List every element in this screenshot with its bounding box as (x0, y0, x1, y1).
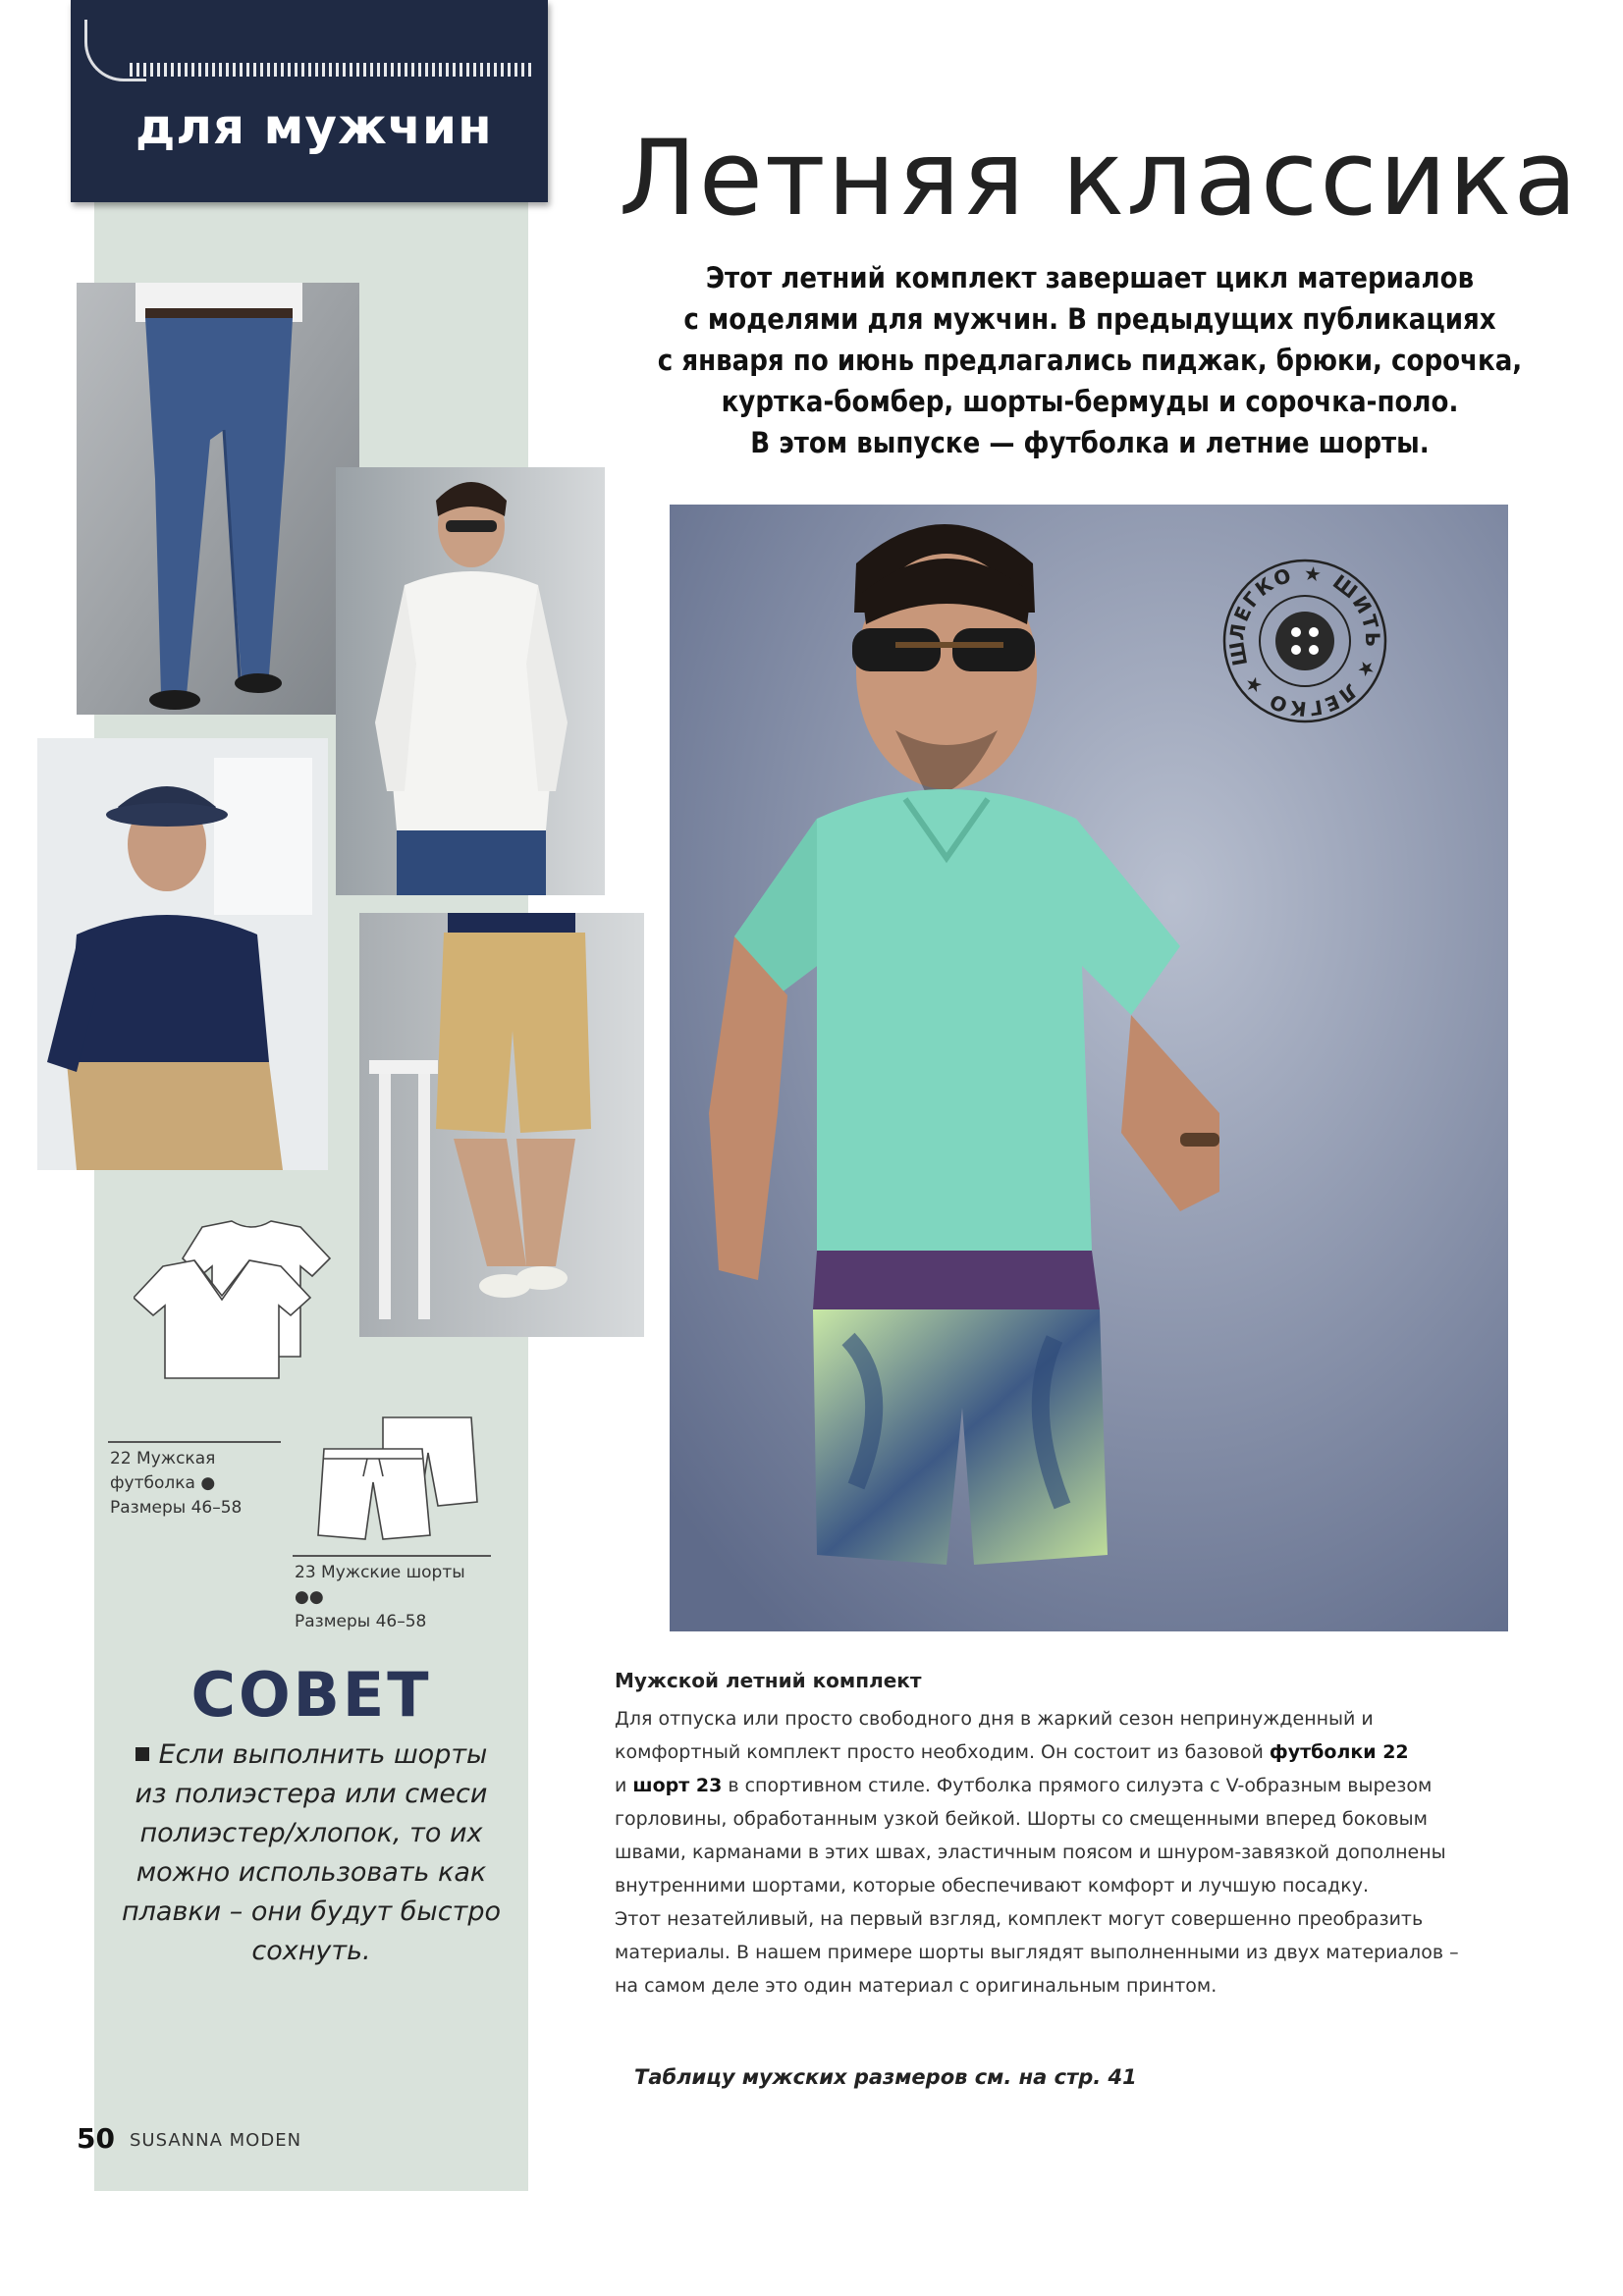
button-icon (1275, 612, 1334, 670)
body-text-span: и (615, 1775, 633, 1796)
caption-line: 23 Мужские шорты (295, 1563, 465, 1582)
tip-line: из полиэстера или смеси (135, 1779, 488, 1809)
intro-line: Этот летний комплект завершает цикл материалов (705, 261, 1475, 294)
tip-line: можно использовать как (135, 1857, 487, 1888)
caption-line: 22 Мужская (110, 1449, 216, 1468)
intro-line: с января по июнь предлагались пиджак, брюки, сорочка, (657, 344, 1523, 377)
tip-line: полиэстер/хлопок, то их (139, 1818, 483, 1848)
article-heading: Мужской летний комплект (615, 1669, 922, 1692)
tip-line: сохнуть. (251, 1936, 371, 1966)
badge-text: ЛЕГКО ★ ШИТЬ ★ ЛЕГКО ★ Ш (1223, 561, 1385, 721)
stitch-decoration (130, 63, 532, 77)
caption-divider (293, 1555, 491, 1557)
intro-line: куртка-бомбер, шорты-бермуды и сорочка-поло. (721, 385, 1459, 418)
model-23-caption (295, 1561, 511, 1634)
body-line: Для отпуска или просто свободного дня в жаркий сезон непринужденный и (615, 1708, 1374, 1730)
shorts-sketch (314, 1414, 481, 1541)
photo-cargo-shorts (359, 913, 644, 1337)
caption-line: Размеры 46–58 (295, 1612, 427, 1631)
intro-line: с моделями для мужчин. В предыдущих публикациях (683, 302, 1496, 336)
size-table-reference: Таблицу мужских размеров см. на стр. 41 (634, 2065, 1137, 2089)
caption-divider (108, 1441, 281, 1443)
easy-sew-badge (1221, 558, 1388, 724)
caption-line: Размеры 46–58 (110, 1498, 243, 1518)
caption-line: ●● (295, 1587, 324, 1607)
body-bold-span: шорт 23 (632, 1775, 723, 1796)
caption-line: футболка ● (110, 1473, 216, 1493)
tip-text (108, 1735, 514, 1971)
section-label (71, 0, 548, 202)
section-label-text: для мужчин (135, 98, 493, 155)
body-line: на самом деле это один материал с оригинальным принтом. (615, 1975, 1217, 1997)
tip-line: Если выполнить шорты (158, 1739, 488, 1770)
body-text-span: комфортный комплект просто необходим. Он состоит из базовой (615, 1741, 1270, 1763)
photo-white-shirt (336, 467, 605, 895)
intro-line: В этом выпуске — футболка и летние шорты. (750, 426, 1430, 459)
article-body (615, 1702, 1538, 2002)
body-line: внутренними шортами, которые обеспечивают комфорт и лучшую посадку. (615, 1875, 1369, 1896)
body-text-span: в спортивном стиле. Футболка прямого силуэта с V-образным вырезом (722, 1775, 1433, 1796)
body-line: швами, карманами в этих швах, эластичным поясом и шнуром-завязкой дополнены (615, 1842, 1446, 1863)
bullet-square-icon (135, 1747, 149, 1761)
intro-paragraph (639, 257, 1541, 463)
model-22-caption (110, 1447, 326, 1521)
page-number: 50 (77, 2122, 115, 2155)
tip-title: СОВЕТ (190, 1659, 432, 1731)
magazine-name: SUSANNA MODEN (130, 2130, 302, 2151)
body-line: материалы. В нашем примере шорты выглядят выполненными из двух материалов – (615, 1942, 1459, 1963)
body-line: Этот незатейливый, на первый взгляд, комплект могут совершенно преобразить (615, 1908, 1424, 1930)
photo-trousers (77, 283, 359, 715)
tshirt-sketch (134, 1219, 340, 1384)
tip-line: плавки – они будут быстро (122, 1896, 501, 1927)
body-line: горловины, обработанным узкой бейкой. Шорты со смещенными вперед боковым (615, 1808, 1428, 1830)
photo-polo (37, 738, 328, 1170)
body-bold-span: футболки 22 (1269, 1741, 1409, 1763)
page-title: Летняя классика (619, 118, 1580, 239)
